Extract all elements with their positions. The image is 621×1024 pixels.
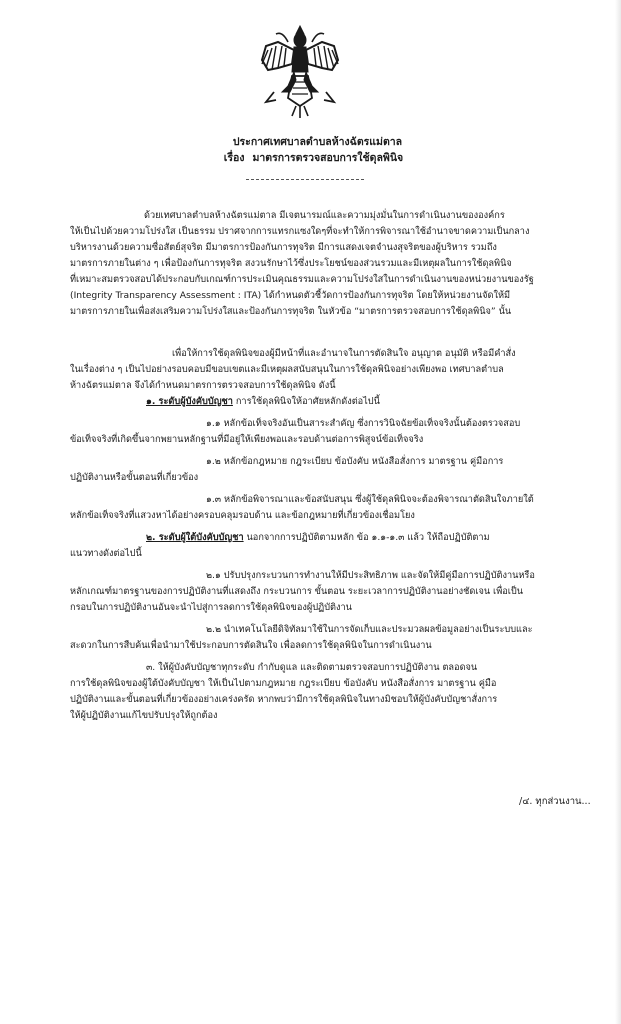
para2-line: ห้างฉัตรแม่ตาล จึงได้กำหนดมาตรการตรวจสอบการใช้ดุลพินิจ ดังนี้ (70, 380, 336, 391)
section-2-text: นอกจากการปฏิบัติตามหลัก ข้อ ๑.๑-๑.๓ แล้ว ให้ถือปฏิบัติตาม (246, 532, 490, 543)
section-2-continued: แนวทางดังต่อไปนี้ (70, 548, 142, 559)
garuda-emblem (258, 20, 342, 120)
subject-label: เรื่อง (223, 152, 245, 164)
item-2-1-line: กรอบในการปฏิบัติงานอันจะนำไปสู่การลดการใช้ดุลพินิจของผู้ปฏิบัติงาน (70, 602, 352, 613)
title-divider (246, 179, 364, 180)
announcement-title: ประกาศเทศบาลตำบลห้างฉัตรแม่ตาล (232, 136, 403, 148)
section-1-text: การใช้ดุลพินิจให้อาศัยหลักดังต่อไปนี้ (235, 396, 380, 407)
para2-line: ในเรื่องต่าง ๆ เป็นไปอย่างรอบคอบมีขอบเขตและมีเหตุผลสนับสนุนในการใช้ดุลพินิจอย่างเพียงพอ เทศบาลตำบล (70, 364, 504, 375)
para1-line: มาตรการภายในเพื่อส่งเสริมความโปร่งใสและป้องกันการทุจริต ในหัวข้อ “มาตรการตรวจสอบการใช้ดุลพินิจ” นั้น (70, 306, 512, 317)
page-continuation: /๔. ทุกส่วนงาน... (519, 796, 591, 807)
item-2-2-line: สะดวกในการสืบค้นเพื่อนำมาใช้ประกอบการตัดสินใจ เพื่อลดการใช้ดุลพินิจในการดำเนินงาน (70, 640, 432, 651)
para1-line: ด้วยเทศบาลตำบลห้างฉัตรแม่ตาล มีเจตนารมณ์และความมุ่งมั่นในการดำเนินงานขององค์กร (144, 210, 505, 221)
para1-line: ที่เหมาะสมตรวจสอบได้ประกอบกับเกณฑ์การประเมินคุณธรรมและความโปร่งใสในการดำเนินงานของหน่วยงานของรัฐ (70, 274, 534, 285)
section-2-heading: ๒. ระดับผู้ใต้บังคับบัญชา (146, 532, 244, 543)
section-2 (146, 532, 490, 544)
item-2-1-line: หลักเกณฑ์มาตรฐานของการปฏิบัติงานที่แสดงถึง กระบวนการ ขั้นตอน ระยะเวลาการปฏิบัติงานอย่างชัดเจน เพื่อเป็น (70, 586, 524, 597)
item-1-1-line: ข้อเท็จจริงที่เกิดขึ้นจากพยานหลักฐานที่มีอยู่ให้เพียงพอและรอบด้านต่อการพิสูจน์ข้อเท็จจริง (70, 434, 424, 445)
para1-line: บริหารงานด้วยความซื่อสัตย์สุจริต มีมาตรการป้องกันการทุจริต มีการแสดงเจตจำนงสุจริตของผู้บริหาร รวมถึง (70, 242, 497, 253)
section-3-line: ๓. ให้ผู้บังคับบัญชาทุกระดับ กำกับดูแล และติดตามตรวจสอบการปฏิบัติงาน ตลอดจน (146, 662, 478, 673)
para2-line: เพื่อให้การใช้ดุลพินิจของผู้มีหน้าที่และอำนาจในการตัดสินใจ อนุญาต อนุมัติ หรือมีคำสั่ง (172, 348, 516, 359)
item-1-3-line: ๑.๓ หลักข้อพิจารณาและข้อสนับสนุน ซึ่งผู้ใช้ดุลพินิจจะต้องพิจารณาตัดสินใจภายใต้ (206, 494, 534, 505)
item-1-3-line: หลักข้อเท็จจริงที่แสวงหาได้อย่างครอบคลุมรอบด้าน และข้อกฎหมายที่เกี่ยวข้องเชื่อมโยง (70, 510, 415, 521)
para1-line: มาตรการภายในต่าง ๆ เพื่อป้องกันการทุจริต สงวนรักษาไว้ซึ่งประโยชน์ของส่วนรวมและมีเหตุผลในการใช้ดุลพินิจ (70, 258, 512, 269)
para1-line: ให้เป็นไปด้วยความโปร่งใส เป็นธรรม ปราศจากการแทรกแซงใดๆที่จะทำให้การพิจารณาใช้อำนาจขาดความเป็นกลาง (70, 226, 530, 237)
announcement-subject (0, 151, 621, 165)
item-2-1-line: ๒.๑ ปรับปรุงกระบวนการทำงานให้มีประสิทธิภาพ และจัดให้มีคู่มือการปฏิบัติงานหรือ (206, 570, 535, 581)
item-1-2-line: ๑.๒ หลักข้อกฎหมาย กฎระเบียบ ข้อบังคับ หนังสือสั่งการ มาตรฐาน คู่มือการ (206, 456, 504, 467)
section-1-heading: ๑. ระดับผู้บังคับบัญชา (146, 396, 233, 407)
item-1-1-line: ๑.๑ หลักข้อเท็จจริงอันเป็นสาระสำคัญ ซึ่งการวินิจฉัยข้อเท็จจริงนั้นต้องตรวจสอบ (206, 418, 521, 429)
section-3-line: ปฏิบัติงานและขั้นตอนที่เกี่ยวข้องอย่างเคร่งครัด หากพบว่ามีการใช้ดุลพินิจในทางมิชอบให้ผู้บังคับบัญชาสั่งการ (70, 694, 498, 705)
section-3-line: การใช้ดุลพินิจของผู้ใต้บังคับบัญชา ให้เป็นไปตามกฎหมาย กฎระเบียบ ข้อบังคับ หนังสือสั่งการ มาตรฐาน คู่มือ (70, 678, 497, 689)
item-2-2-line: ๒.๒ นำเทคโนโลยีดิจิทัลมาใช้ในการจัดเก็บและประมวลผลข้อมูลอย่างเป็นระบบและ (206, 624, 533, 635)
section-1 (146, 396, 380, 408)
section-3-line: ให้ผู้ปฏิบัติงานแก้ไขปรับปรุงให้ถูกต้อง (70, 710, 218, 721)
para1-line: (Integrity Transparency Assessment : ITA) ได้กำหนดตัวชี้วัดการป้องกันการทุจริต โดยให้หน่วยงานจัดให้มี (70, 290, 511, 301)
subject-text: มาตรการตรวจสอบการใช้ดุลพินิจ (252, 152, 404, 164)
item-1-2-line: ปฏิบัติงานหรือขั้นตอนที่เกี่ยวข้อง (70, 472, 199, 483)
